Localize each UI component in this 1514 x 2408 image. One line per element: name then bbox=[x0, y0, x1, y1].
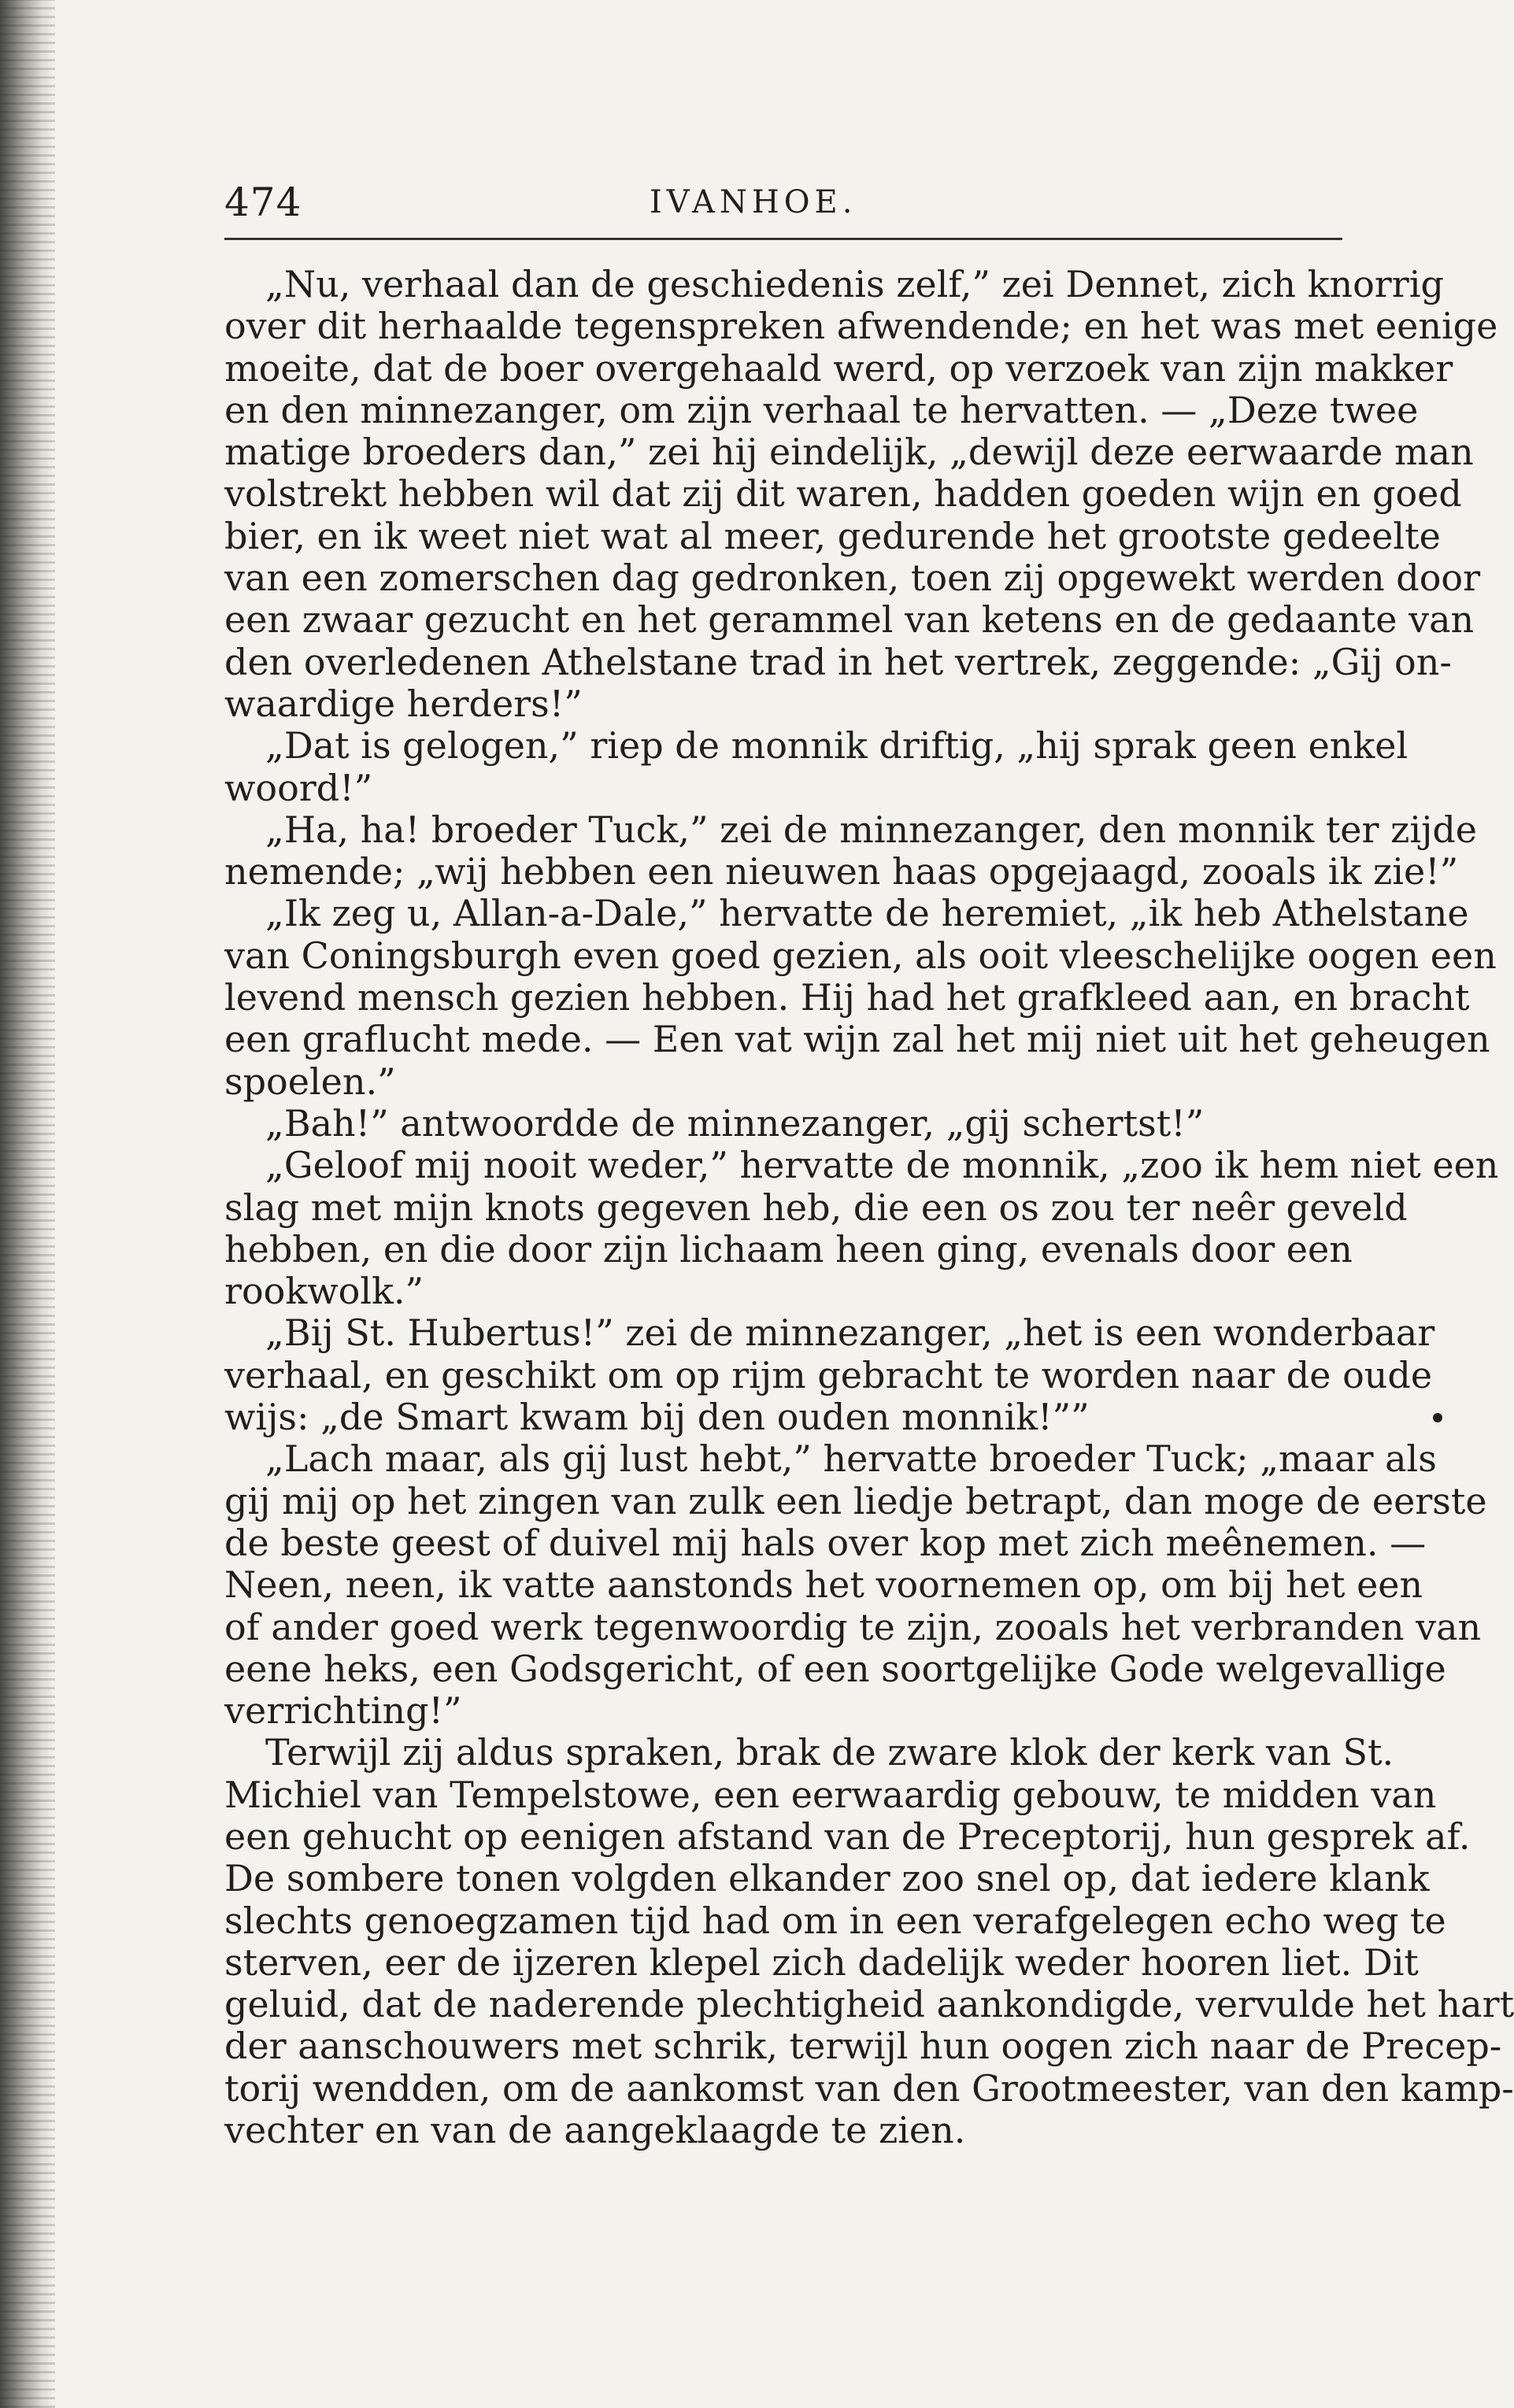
text-line: „Bij St. Hubertus!” zei de minnezanger, „het is een wonderbaar bbox=[265, 1311, 1435, 1355]
text-line: woord!” bbox=[224, 766, 373, 809]
ink-speck bbox=[1433, 1413, 1442, 1422]
text-line: sterven, eer de ijzeren klepel zich dadelijk weder hooren liet. Dit bbox=[224, 1940, 1419, 1984]
text-line: gij mij op het zingen van zulk een liedje betrapt, dan moge de eerste bbox=[224, 1479, 1487, 1522]
text-line: Neen, neen, ik vatte aanstonds het voornemen op, om bij het een bbox=[224, 1563, 1423, 1607]
text-line: moeite, dat de boer overgehaald werd, op verzoek van zijn makker bbox=[224, 346, 1453, 390]
text-line: verhaal, en geschikt om op rijm gebracht te worden naar de oude bbox=[224, 1353, 1433, 1396]
text-line: spoelen.” bbox=[224, 1060, 396, 1103]
text-line: „Ik zeg u, Allan-a-Dale,” hervatte de heremiet, „ik heb Athelstane bbox=[265, 892, 1469, 935]
page-number: 474 bbox=[224, 179, 302, 225]
page-header bbox=[224, 179, 1342, 242]
text-line: waardige herders!” bbox=[224, 682, 583, 725]
running-title: IVANHOE. bbox=[650, 184, 857, 220]
text-line: „Bah!” antwoordde de minnezanger, „gij schertst!” bbox=[265, 1101, 1205, 1145]
header-rule bbox=[224, 238, 1342, 240]
text-line: levend mensch gezien hebben. Hij had het grafkleed aan, en bracht bbox=[224, 976, 1470, 1019]
text-line: eene heks, een Godsgericht, of een soortgelijke Gode welgevallige bbox=[224, 1647, 1446, 1690]
text-line: „Geloof mij nooit weder,” hervatte de monnik, „zoo ik hem niet een bbox=[265, 1144, 1499, 1187]
text-line: slechts genoegzamen tijd had om in een verafgelegen echo weg te bbox=[224, 1899, 1446, 1942]
text-line: matige broeders dan,” zei hij eindelijk, „dewijl deze eerwaarde man bbox=[224, 431, 1474, 474]
text-line: torij wendden, om de aankomst van den Grootmeester, van den kamp- bbox=[224, 2066, 1514, 2110]
text-line: der aanschouwers met schrik, terwijl hun oogen zich naar de Precep- bbox=[224, 2025, 1502, 2068]
text-line: en den minnezanger, om zijn verhaal te hervatten. — „Deze twee bbox=[224, 388, 1419, 431]
text-line: wijs: „de Smart kwam bij den ouden monnik!”” bbox=[224, 1396, 1090, 1439]
text-line: bier, en ik weet niet wat al meer, gedurende het grootste gedeelte bbox=[224, 514, 1441, 557]
text-line: over dit herhaalde tegenspreken afwendende; en het was met eenige bbox=[224, 305, 1498, 348]
text-line: van een zomerschen dag gedronken, toen zij opgewekt werden door bbox=[224, 557, 1481, 600]
scan-edge-shadow bbox=[0, 0, 55, 2408]
text-line: Michiel van Tempelstowe, een eerwaardig gebouw, te midden van bbox=[224, 1773, 1437, 1816]
text-line: of ander goed werk tegenwoordig te zijn, zooals het verbranden van bbox=[224, 1605, 1482, 1648]
text-line: „Ha, ha! broeder Tuck,” zei de minnezanger, den monnik ter zijde bbox=[265, 808, 1478, 851]
text-line: volstrekt hebben wil dat zij dit waren, hadden goeden wijn en goed bbox=[224, 472, 1462, 516]
text-line: den overledenen Athelstane trad in het vertrek, zeggende: „Gij on- bbox=[224, 640, 1452, 683]
text-line: de beste geest of duivel mij hals over kop met zich meênemen. — bbox=[224, 1521, 1427, 1564]
text-line: Terwijl zij aldus spraken, brak de zware klok der kerk van St. bbox=[265, 1731, 1394, 1774]
text-line: een gehucht op eenigen afstand van de Preceptorij, hun gesprek af. bbox=[224, 1814, 1471, 1858]
text-line: „Dat is gelogen,” riep de monnik driftig, „hij sprak geen enkel bbox=[265, 724, 1409, 768]
text-line: een zwaar gezucht en het gerammel van ketens en de gedaante van bbox=[224, 598, 1475, 642]
text-line: „Lach maar, als gij lust hebt,” hervatte broeder Tuck; „maar als bbox=[265, 1437, 1437, 1481]
body-text bbox=[224, 263, 1514, 2152]
text-line: De sombere tonen volgden elkander zoo snel op, dat iedere klank bbox=[224, 1857, 1430, 1900]
text-line: hebben, en die door zijn lichaam heen ging, evenals door een bbox=[224, 1227, 1353, 1271]
text-line: rookwolk.” bbox=[224, 1270, 424, 1313]
text-line: een graflucht mede. — Een vat wijn zal het mij niet uit het geheugen bbox=[224, 1018, 1490, 1061]
text-line: nemende; „wij hebben een nieuwen haas opgejaagd, zooals ik zie!” bbox=[224, 850, 1459, 893]
text-line: van Coningsburgh even goed gezien, als ooit vleeschelijke oogen een bbox=[224, 934, 1497, 977]
text-line: geluid, dat de naderende plechtigheid aankondigde, vervulde het hart bbox=[224, 1983, 1514, 2026]
text-line: „Nu, verhaal dan de geschiedenis zelf,” zei Dennet, zich knorrig bbox=[265, 263, 1444, 305]
text-line: slag met mijn knots gegeven heb, die een os zou ter neêr geveld bbox=[224, 1186, 1408, 1229]
text-line: vechter en van de aangeklaagde te zien. bbox=[224, 2109, 966, 2152]
text-line: verrichting!” bbox=[224, 1689, 462, 1733]
